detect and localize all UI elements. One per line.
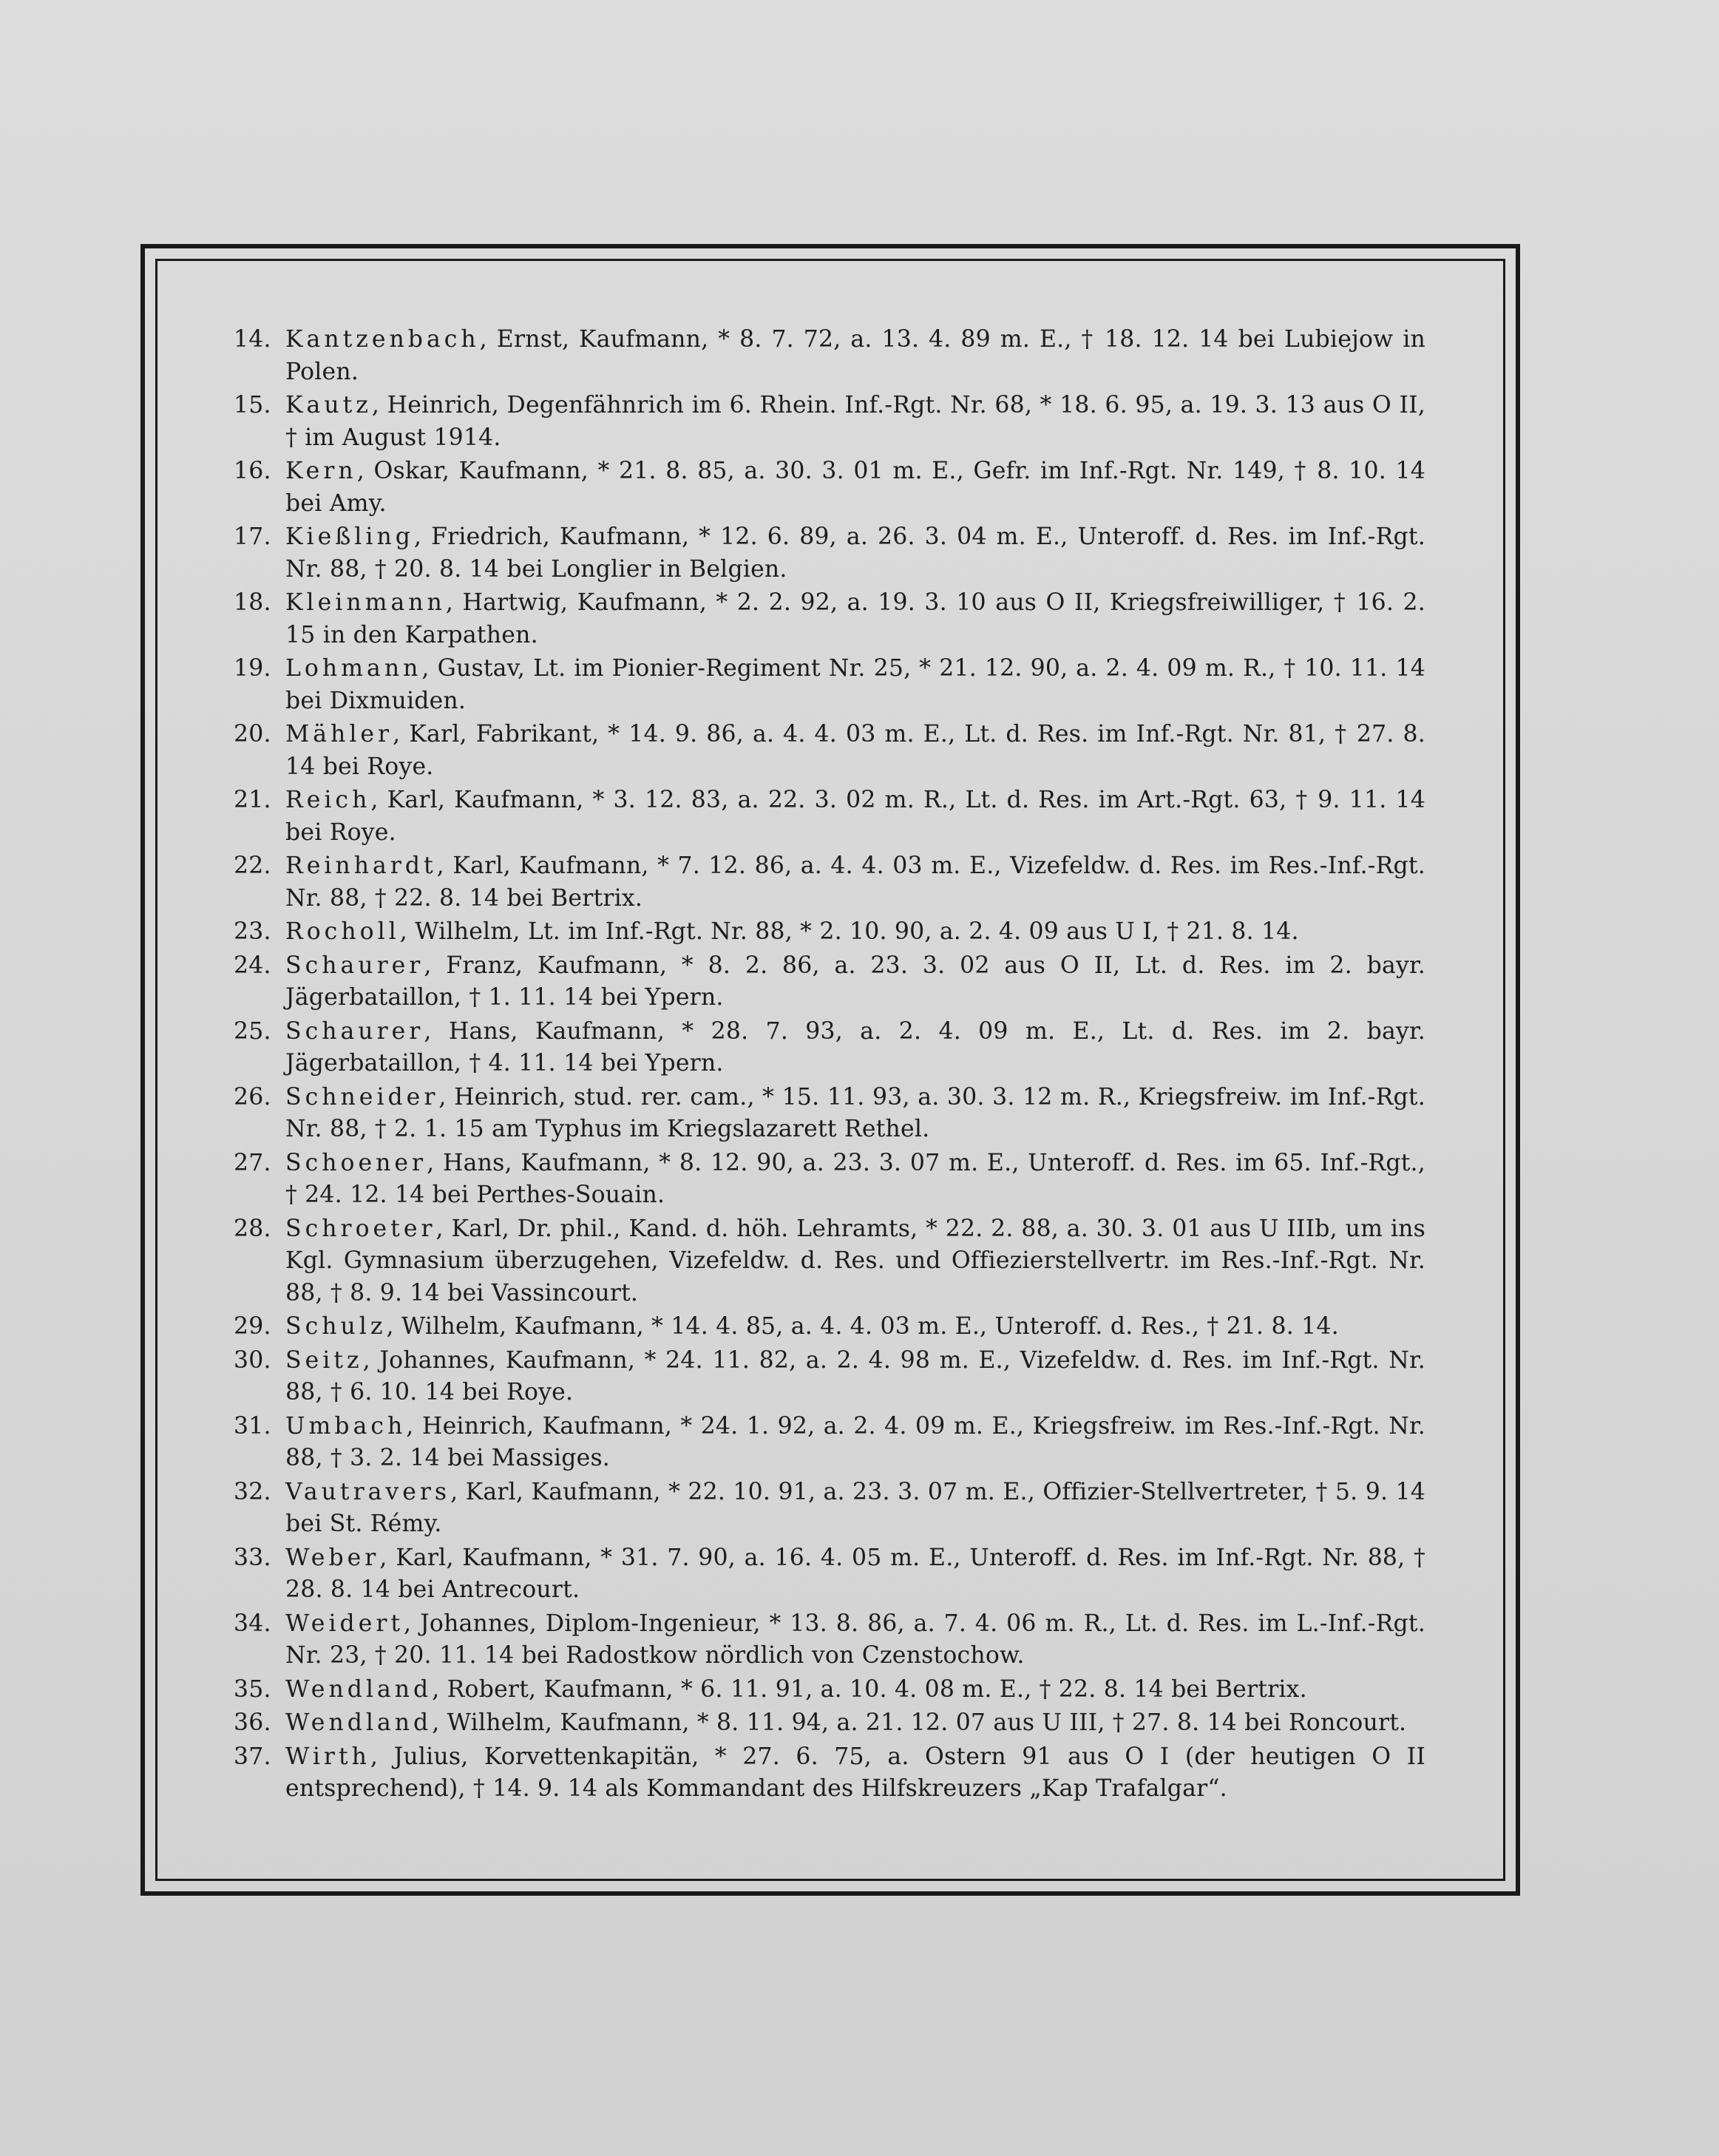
entry-number: 28.	[234, 1215, 271, 1242]
entry-surname: Weber	[285, 1544, 380, 1571]
entry-details: , Heinrich, Degenfähnrich im 6. Rhein. Inf.-Rgt. Nr. 68, * 18. 6. 95, a. 19. 3. 13 aus O II, † im August 1914.	[285, 392, 1425, 451]
entry-number: 29.	[234, 1313, 271, 1340]
entry-details: , Karl, Dr. phil., Kand. d. höh. Lehramts, * 22. 2. 88, a. 30. 3. 01 aus U IIIb, um ins Kgl. Gymnasium überzugehen, Vizefeldw. d. Res. und Offiezierstellvertr. im Res.-Inf.-Rgt. Nr. 88, † 8. 9. 14 bei Vassincourt.	[285, 1215, 1425, 1306]
entry-details: , Julius, Korvettenkapitän, * 27. 6. 75, a. Ostern 91 aus O I (der heutigen O II entsprechend), † 14. 9. 14 als Kommandant des Hilfskreuzers „Kap Trafalgar“.	[285, 1743, 1425, 1802]
entry-details: , Heinrich, Kaufmann, * 24. 1. 92, a. 2. 4. 09 m. E., Kriegsfreiw. im Res.-Inf.-Rgt. Nr. 88, † 3. 2. 14 bei Massiges.	[285, 1412, 1425, 1471]
entry-number: 21.	[234, 787, 271, 813]
entry-number: 14.	[234, 326, 271, 353]
entry-surname: Wendland	[285, 1675, 433, 1703]
entry-surname: Kießling	[285, 523, 414, 550]
entry-details: , Heinrich, stud. rer. cam., * 15. 11. 93, a. 30. 3. 12 m. R., Kriegsfreiw. im Inf.-Rgt. Nr. 88, † 2. 1. 15 am Typhus im Kriegslazarett Rethel.	[285, 1083, 1425, 1142]
entry-number: 31.	[234, 1412, 271, 1440]
entry-number: 25.	[234, 1017, 271, 1045]
entry-number: 34.	[234, 1610, 271, 1637]
list-item	[235, 1345, 1425, 1409]
entry-surname: Weidert	[285, 1610, 404, 1637]
entry-number: 30.	[234, 1346, 271, 1374]
entry-surname: Schroeter	[285, 1215, 436, 1242]
entry-surname: Wirth	[285, 1743, 370, 1770]
entry-surname: Vautravers	[285, 1478, 451, 1505]
entry-surname: Schneider	[285, 1083, 439, 1111]
entry-surname: Mähler	[285, 721, 393, 748]
entry-number: 36.	[234, 1709, 271, 1736]
entry-details: , Karl, Kaufmann, * 31. 7. 90, a. 16. 4. 05 m. E., Unteroff. d. Res. im Inf.-Rgt. Nr. 88, † 28. 8. 14 bei Antrecourt.	[285, 1544, 1425, 1603]
entry-details: , Hans, Kaufmann, * 28. 7. 93, a. 2. 4. 09 m. E., Lt. d. Res. im 2. bayr. Jägerbataillon, † 4. 11. 14 bei Ypern.	[285, 1017, 1425, 1077]
entry-details: , Oskar, Kaufmann, * 21. 8. 85, a. 30. 3. 01 m. E., Gefr. im Inf.-Rgt. Nr. 149, † 8. 10. 14 bei Amy.	[285, 458, 1425, 517]
entry-number: 17.	[234, 523, 271, 550]
entry-details: , Wilhelm, Lt. im Inf.-Rgt. Nr. 88, * 2. 10. 90, a. 2. 4. 09 aus U I, † 21. 8. 14.	[399, 918, 1299, 945]
entry-details: , Franz, Kaufmann, * 8. 2. 86, a. 23. 3. 02 aus O II, Lt. d. Res. im 2. bayr. Jägerbataillon, † 1. 11. 14 bei Ypern.	[285, 952, 1425, 1011]
list-item	[235, 324, 1425, 388]
entry-details: , Karl, Kaufmann, * 3. 12. 83, a. 22. 3. 02 m. R., Lt. d. Res. im Art.-Rgt. 63, † 9. 11. 14 bei Roye.	[285, 787, 1425, 846]
entry-surname: Kautz	[285, 392, 372, 418]
entry-details: , Johannes, Diplom-Ingenieur, * 13. 8. 86, a. 7. 4. 06 m. R., Lt. d. Res. im L.-Inf.-Rgt. Nr. 23, † 20. 11. 14 bei Radostkow nördlich von Czenstochow.	[285, 1610, 1425, 1669]
list-item	[235, 1674, 1425, 1706]
list-item	[235, 1477, 1425, 1541]
entry-details: , Friedrich, Kaufmann, * 12. 6. 89, a. 26. 3. 04 m. E., Unteroff. d. Res. im Inf.-Rgt. Nr. 88, † 20. 8. 14 bei Longlier in Belgien.	[285, 523, 1425, 583]
entry-surname: Schulz	[285, 1313, 387, 1340]
entry-surname: Lohmann	[285, 655, 422, 682]
entry-details: , Gustav, Lt. im Pionier-Regiment Nr. 25, * 21. 12. 90, a. 2. 4. 09 m. R., † 10. 11. 14 bei Dixmuiden.	[285, 655, 1425, 714]
entry-details: , Johannes, Kaufmann, * 24. 11. 82, a. 2. 4. 98 m. E., Vizefeldw. d. Res. im Inf.-Rgt. Nr. 88, † 6. 10. 14 bei Roye.	[285, 1346, 1425, 1406]
list-item	[235, 1608, 1425, 1672]
entry-surname: Wendland	[285, 1709, 433, 1736]
entry-surname: Seitz	[285, 1346, 363, 1374]
list-item	[235, 1082, 1425, 1146]
list-item	[235, 1411, 1425, 1475]
list-item	[235, 1741, 1425, 1806]
entry-details: , Karl, Kaufmann, * 7. 12. 86, a. 4. 4. 03 m. E., Vizefeldw. d. Res. im Res.-Inf.-Rgt. Nr. 88, † 22. 8. 14 bei Bertrix.	[285, 852, 1425, 912]
entry-details: , Ernst, Kaufmann, * 8. 7. 72, a. 13. 4. 89 m. E., † 18. 12. 14 bei Lubiejow in Polen.	[285, 326, 1425, 385]
entry-number: 37.	[234, 1743, 271, 1770]
list-item	[235, 1213, 1425, 1310]
entry-number: 22.	[234, 852, 271, 879]
list-item	[235, 1311, 1425, 1343]
list-item	[235, 390, 1425, 454]
list-item	[235, 1542, 1425, 1607]
list-item	[235, 784, 1425, 849]
list-item	[235, 653, 1425, 717]
list-item	[235, 1016, 1425, 1080]
entry-number: 16.	[234, 458, 271, 484]
entry-details: , Karl, Kaufmann, * 22. 10. 91, a. 23. 3. 07 m. E., Offizier-Stellvertreter, † 5. 9. 14 bei St. Rémy.	[285, 1478, 1425, 1537]
entry-details: , Hartwig, Kaufmann, * 2. 2. 92, a. 19. 3. 10 aus O II, Kriegsfreiwilliger, † 16. 2. 15 in den Karpathen.	[285, 589, 1425, 648]
entry-surname: Kantzenbach	[285, 326, 480, 353]
entry-number: 23.	[234, 918, 271, 945]
entry-number: 27.	[234, 1149, 271, 1176]
entry-number: 20.	[234, 721, 271, 748]
entry-surname: Schoener	[285, 1149, 427, 1176]
entry-number: 35.	[234, 1675, 271, 1703]
list-item	[235, 1707, 1425, 1740]
entry-details: , Wilhelm, Kaufmann, * 14. 4. 85, a. 4. 4. 03 m. E., Unteroff. d. Res., † 21. 8. 14.	[386, 1313, 1339, 1340]
entry-details: , Robert, Kaufmann, * 6. 11. 91, a. 10. 4. 08 m. E., † 22. 8. 14 bei Bertrix.	[432, 1675, 1307, 1703]
list-item	[235, 916, 1425, 949]
entry-number: 24.	[234, 952, 271, 979]
entry-details: , Karl, Fabrikant, * 14. 9. 86, a. 4. 4. 03 m. E., Lt. d. Res. im Inf.-Rgt. Nr. 81, † 27. 8. 14 bei Roye.	[285, 721, 1425, 780]
list-item	[235, 719, 1425, 783]
entry-surname: Umbach	[285, 1412, 407, 1440]
entry-surname: Rocholl	[285, 918, 400, 945]
entry-number: 32.	[234, 1478, 271, 1505]
entry-details: , Hans, Kaufmann, * 8. 12. 90, a. 23. 3. 07 m. E., Unteroff. d. Res. im 65. Inf.-Rgt., † 24. 12. 14 bei Perthes-Souain.	[285, 1149, 1425, 1208]
entry-surname: Schaurer	[285, 1017, 424, 1045]
entry-number: 19.	[234, 655, 271, 682]
entry-details: , Wilhelm, Kaufmann, * 8. 11. 94, a. 21. 12. 07 aus U III, † 27. 8. 14 bei Roncourt.	[432, 1709, 1407, 1736]
entry-number: 15.	[234, 392, 271, 418]
entry-surname: Kleinmann	[285, 589, 446, 616]
entry-number: 33.	[234, 1544, 271, 1571]
entry-surname: Schaurer	[285, 952, 424, 979]
entry-surname: Reinhardt	[285, 852, 437, 879]
memorial-list	[235, 324, 1425, 1807]
list-item	[235, 950, 1425, 1014]
entry-number: 18.	[234, 589, 271, 616]
list-item	[235, 1148, 1425, 1212]
list-item	[235, 850, 1425, 915]
list-item	[235, 455, 1425, 520]
list-item	[235, 521, 1425, 586]
entry-number: 26.	[234, 1083, 271, 1111]
entry-surname: Reich	[285, 787, 371, 813]
list-item	[235, 587, 1425, 651]
entry-surname: Kern	[285, 458, 357, 484]
